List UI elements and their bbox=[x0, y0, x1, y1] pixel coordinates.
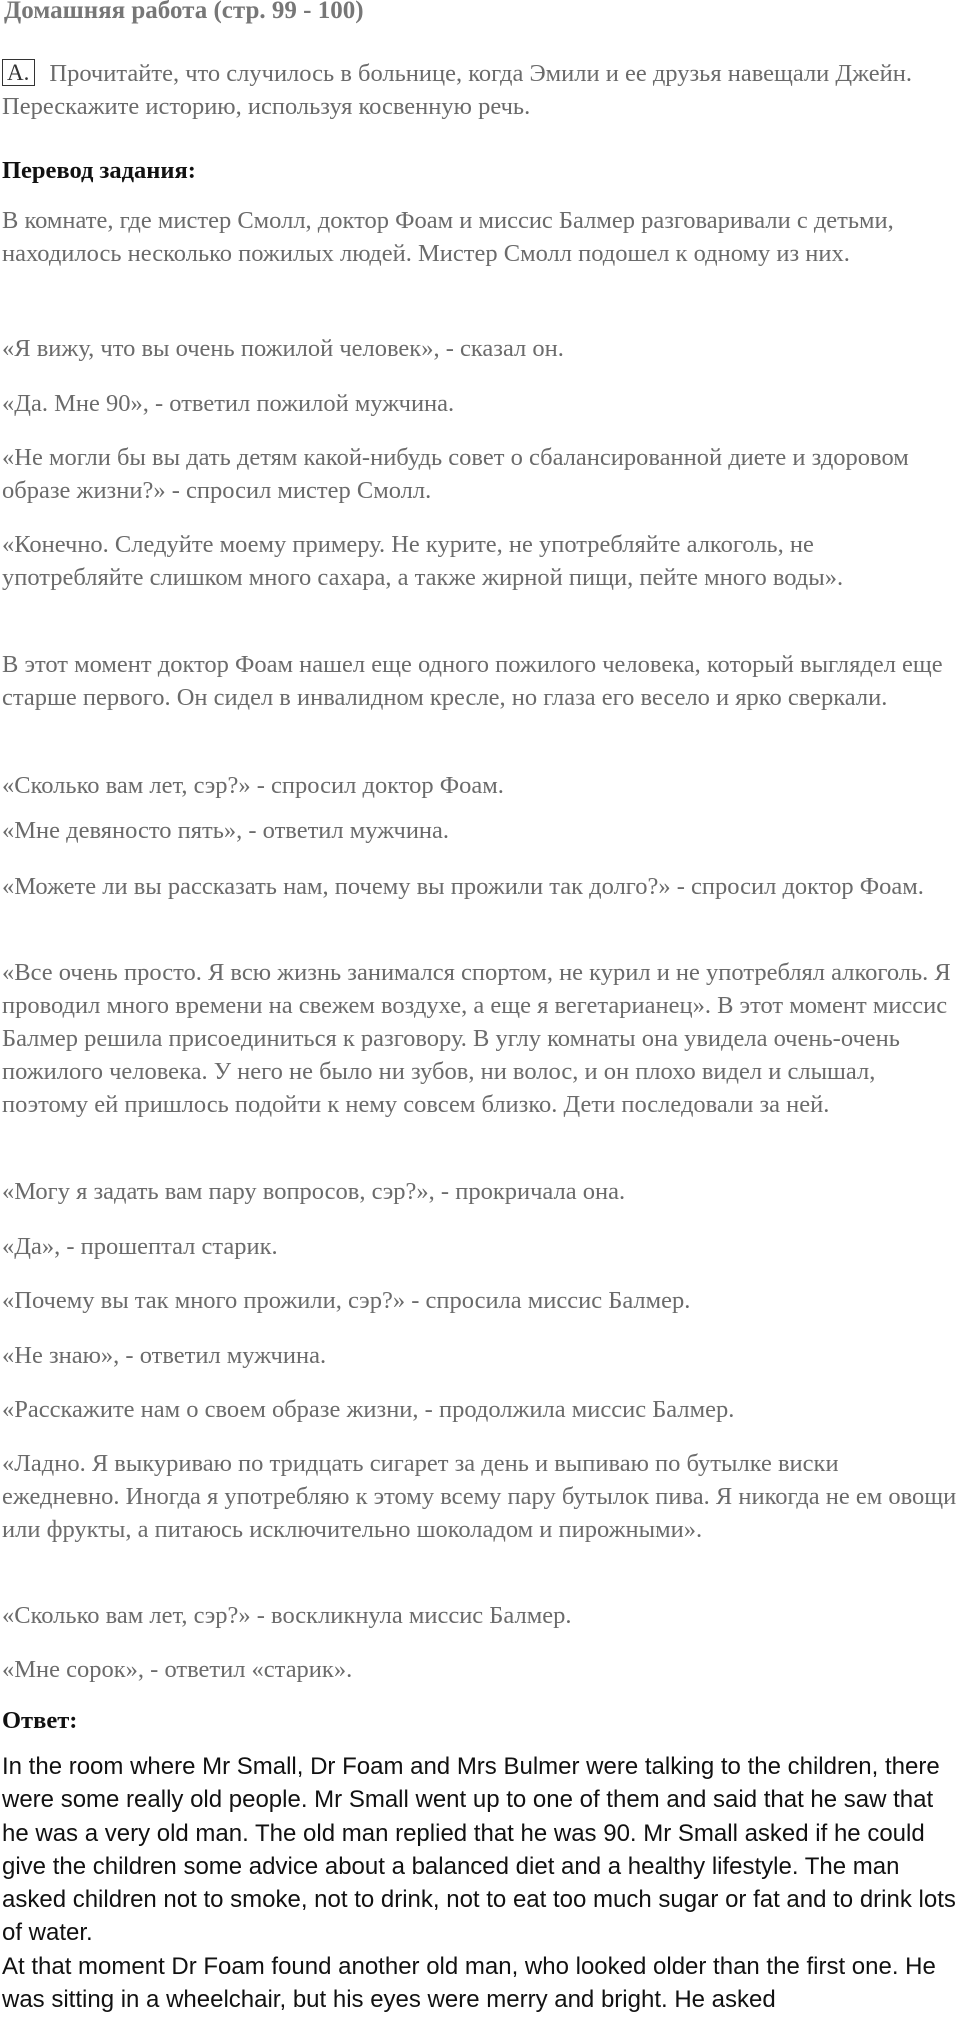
translation-paragraph: «Мне девяносто пять», - ответил мужчина. bbox=[2, 817, 450, 844]
task-instruction bbox=[2, 57, 957, 123]
translation-paragraph: «Почему вы так много прожили, сэр?» - спросила миссис Балмер. bbox=[2, 1287, 691, 1314]
answer-text bbox=[2, 1750, 958, 2016]
translation-paragraph: «Могу я задать вам пару вопросов, сэр?», - прокричала она. bbox=[2, 1178, 626, 1205]
translation-paragraph: «Расскажите нам о своем образе жизни, - продолжила миссис Балмер. bbox=[2, 1396, 735, 1423]
translation-paragraph: «Не знаю», - ответил мужчина. bbox=[2, 1342, 327, 1369]
translation-paragraph: «Можете ли вы рассказать нам, почему вы прожили так долго?» - спросил доктор Фоам. bbox=[2, 873, 924, 900]
answer-paragraph: In the room where Mr Small, Dr Foam and Mrs Bulmer were talking to the children, there were some really old people. Mr Small went up to one of them and said that he saw that he was a very old man. The old man replied that he was 90. Mr Small asked if he could give the children some advice about a balanced diet and a healthy lifestyle. The man asked children not to smoke, not to drink, not to eat too much sugar or fat and to drink lots of water. bbox=[2, 1753, 956, 1947]
translation-paragraph: «Все очень просто. Я всю жизнь занимался спортом, не курил и не употреблял алкоголь. Я проводил много времени на свежем воздухе, а еще я вегетарианец». В этот момент миссис Балмер решила присоединиться к разговору. В углу комнаты она увидела очень-очень пожилого человека. У него не было ни зубов, ни волос, и он плохо видел и слышал, поэтому ей пришлось подойти к нему совсем близко. Дети последовали за ней. bbox=[2, 959, 951, 1118]
translation-paragraph: «Да», - прошептал старик. bbox=[2, 1233, 278, 1260]
translation-paragraph: «Ладно. Я выкуриваю по тридцать сигарет за день и выпиваю по бутылке виски ежедневно. Иногда я употребляю к этому всему пару бутылок пива. Я никогда не ем овощи или фрукты, а питаюсь исключительно шоколадом и пирожными». bbox=[2, 1450, 957, 1543]
translation-paragraph: «Да. Мне 90», - ответил пожилой мужчина. bbox=[2, 390, 455, 417]
translation-paragraph: «Сколько вам лет, сэр?» - воскликнула миссис Балмер. bbox=[2, 1602, 572, 1629]
translation-paragraph: В комнате, где мистер Смолл, доктор Фоам и миссис Балмер разговаривали с детьми, находилось несколько пожилых людей. Мистер Смолл подошел к одному из них. bbox=[2, 207, 894, 267]
translation-paragraph: «Конечно. Следуйте моему примеру. Не курите, не употребляйте алкоголь, не употребляйте слишком много сахара, а также жирной пищи, пейте много воды». bbox=[2, 531, 844, 591]
translation-paragraph: «Я вижу, что вы очень пожилой человек», - сказал он. bbox=[2, 335, 564, 362]
translation-paragraph: В этот момент доктор Фоам нашел еще одного пожилого человека, который выглядел еще старше первого. Он сидел в инвалидном кресле, но глаза его весело и ярко сверкали. bbox=[2, 651, 943, 711]
answer-paragraph: At that moment Dr Foam found another old man, who looked older than the first one. He was sitting in a wheelchair, but his eyes were merry and bright. He asked bbox=[2, 1952, 936, 2014]
translation-paragraph: «Не могли бы вы дать детям какой-нибудь совет о сбалансированной диете и здоровом образе жизни?» - спросил мистер Смолл. bbox=[2, 444, 909, 504]
translation-paragraph: «Сколько вам лет, сэр?» - спросил доктор Фоам. bbox=[2, 772, 504, 799]
translation-paragraph: «Мне сорок», - ответил «старик». bbox=[2, 1656, 353, 1683]
task-text: Прочитайте, что случилось в больнице, когда Эмили и ее друзья навещали Джейн. Перескажите историю, используя косвенную речь. bbox=[2, 60, 912, 120]
page-title: Домашняя работа (стр. 99 - 100) bbox=[4, 0, 364, 24]
translation-heading: Перевод задания: bbox=[2, 157, 196, 184]
answer-heading: Ответ: bbox=[2, 1707, 78, 1734]
task-label: A. bbox=[2, 59, 35, 86]
